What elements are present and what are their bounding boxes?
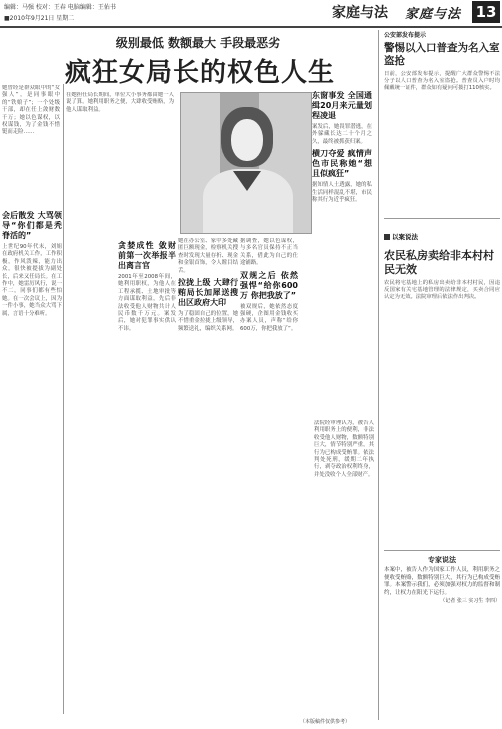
essay-byline: （记者 张三 实习生 李四） <box>440 598 500 605</box>
case-box <box>384 224 500 302</box>
case-title: 农民私房卖给非本村村民无效 <box>384 249 494 276</box>
notice-kicker: 公安部发布提示 <box>384 32 427 39</box>
essay-text: 本案中，被告人作为国家工作人员，利用职务之便收受贿赂，数额特别巨大，其行为已构成受贿罪。本案警示我们，必须加强对权力的监督和制约，让权力在阳光下运行。 <box>384 567 500 596</box>
column-divider <box>63 84 64 714</box>
col2-subhead: 贪婪成性 敛财前第一次举报半出离言官 <box>118 241 176 270</box>
notice-box <box>384 30 500 93</box>
right-divider <box>384 218 500 219</box>
col4-text-1: 据调查，她以色谋权，与多名官员保持不正当关系，借此为自己的仕途铺路。 <box>240 238 298 267</box>
main-headline: 疯狂女局长的权色人生 <box>64 58 335 88</box>
section-divider <box>378 30 379 720</box>
intro-text <box>2 85 60 205</box>
issue-date: ■2010年9月21日 星期二 <box>4 15 75 22</box>
col5-subhead-2: 横刀夺爱 疯情声色市民称她“想且似疯狂” <box>312 149 372 179</box>
footer-note: （本版稿件仅供参考） <box>300 719 351 725</box>
col4-text-2: 被双规后，她依然态度强硬，企图用金钱收买办案人员，声称“给你600万，你把我放了”。 <box>240 303 298 332</box>
case-text: 农民将宅基地上的私房出卖给非本村村民，因违反国家有关宅基地管理的法律规定，买卖合同应认定为无效。法院审理后依法作出判决。 <box>384 280 500 301</box>
column-6 <box>314 420 374 710</box>
column-3 <box>178 238 238 713</box>
column-4 <box>240 238 298 713</box>
section-title: 家庭与法 <box>332 5 388 21</box>
col5-text-1: 案发后，她畏罪潜逃，在外躲藏长达二十个月之久，最终被抓获归案。 <box>312 124 372 145</box>
col3-subhead: 拉拢上级 大肆行贿局长加犀送搜出区政府大印 <box>178 278 238 308</box>
editor-meta: 编辑：马强 校对：王春 电脑编辑：王佑书 <box>4 4 116 11</box>
col1-subhead: 会后散发 大骂领导“你们都是秃脊活的” <box>2 211 62 240</box>
col1-text: 上世纪90年代末，刘姐在政府机关工作，工作积极，作风泼辣，能力出众，很快被提拔为副处长，后来又任局长。在工作中，她雷厉风行，说一不二，同事们都有些怕她。在一次会议上，因为一件小事，她当众大骂下属，言语十分难听。 <box>2 244 62 317</box>
page-number: 13 <box>472 1 500 23</box>
col5-subhead-1: 东窗事发 全国通缉20月来元量划程凌退 <box>312 91 372 120</box>
expert-essay <box>384 555 500 604</box>
col6-text: 法院经审理认为，被告人利用职务上的便利，非法收受他人财物，数额特别巨大，情节特别严重，其行为已构成受贿罪。依法判处死刑，缓期二年执行，剥夺政治权利终身，并处没收个人全部财产。 <box>314 420 374 478</box>
col5-text-2: 据知情人士透露，她的私生活同样混乱不堪，市民称其行为近乎疯狂。 <box>312 182 372 204</box>
intro-paragraph: 她曾经是群众眼中的“女强人”，是同事眼中的“铁娘子”；一个处级干部，却在任上敛财数千万；她以色谋权，以权谋钱，为了金钱不惜铤而走险…… <box>2 85 60 136</box>
column-1 <box>2 208 62 713</box>
col2-text: 2001年至2008年间，她利用职权，为他人在工程承揽、土地审批等方面谋取利益，先后非法收受他人财物共计人民币数千万元。案发后，她对犯罪事实供认不讳。 <box>118 274 176 332</box>
headline-kicker: 级别最低 数额最大 手段最恶劣 <box>115 36 281 50</box>
notice-text: 日前，公安部发布提示，提醒广大群众警惕不法分子以人口普查为名入室盗抢。普查员入户时均佩戴统一证件，群众如有疑问可拨打110核实。 <box>384 71 500 92</box>
col4-subhead: 双规之后 依然强悍“给你600万 你把我放了” <box>240 270 298 300</box>
newspaper-brand: 家庭与法 <box>405 7 462 22</box>
page-header <box>0 0 502 28</box>
col2-text-top: 在她担任局长期间，单位大小事务都由她一人说了算。她利用职务之便，大肆收受贿赂，为他人谋取利益。 <box>66 92 174 113</box>
essay-title: 专家说法 <box>428 556 456 564</box>
column-2 <box>118 238 176 713</box>
essay-divider <box>384 550 500 551</box>
col3-text-1: 她在办公室、家中多处藏匿巨额现金，检察机关搜查时发现大量存折、现金和金银首饰，令人瞠目结舌。 <box>178 238 238 274</box>
case-label: 以案说法 <box>384 232 418 241</box>
portrait-photo <box>180 92 312 234</box>
col3-text-2: 为了稳固自己的位置，她不惜重金拉拢上级领导，频繁送礼，编织关系网。 <box>178 311 238 332</box>
notice-title: 警惕以入口普查为名入室盗抢 <box>384 42 500 67</box>
